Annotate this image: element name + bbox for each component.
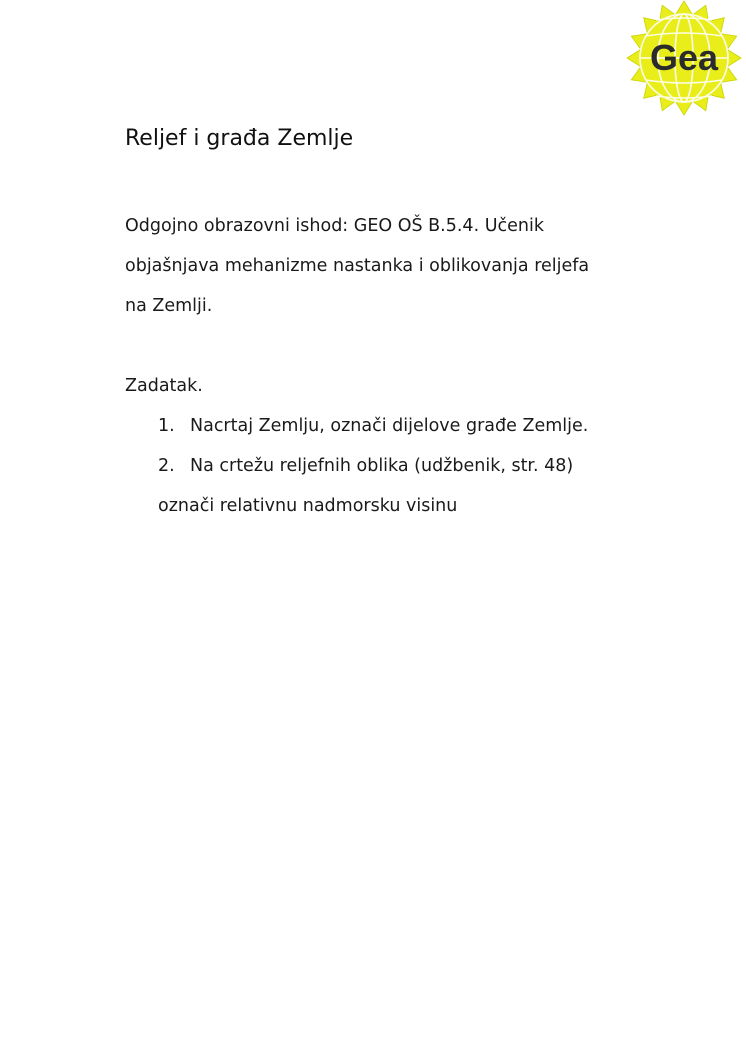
task-2-continuation: označi relativnu nadmorsku visinu [158, 496, 458, 516]
outcome-line-2: objašnjava mehanizme nastanka i oblikovanja reljefa [125, 256, 590, 276]
task-2-text: Na crtežu reljefnih oblika (udžbenik, str. 48) [190, 456, 574, 476]
outcome-line-1: Odgojno obrazovni ishod: GEO OŠ B.5.4. Učenik [125, 216, 544, 236]
page-title: Reljef i građa Zemlje [125, 126, 354, 151]
outcome-line-3: na Zemlji. [125, 296, 213, 316]
task-1-number: 1. [158, 416, 175, 436]
task-2-number: 2. [158, 456, 175, 476]
task-1-text: Nacrtaj Zemlju, označi dijelove građe Zemlje. [190, 416, 589, 436]
gea-logo [622, 0, 746, 116]
logo-text: Gea [649, 37, 719, 78]
task-heading: Zadatak. [125, 376, 203, 396]
